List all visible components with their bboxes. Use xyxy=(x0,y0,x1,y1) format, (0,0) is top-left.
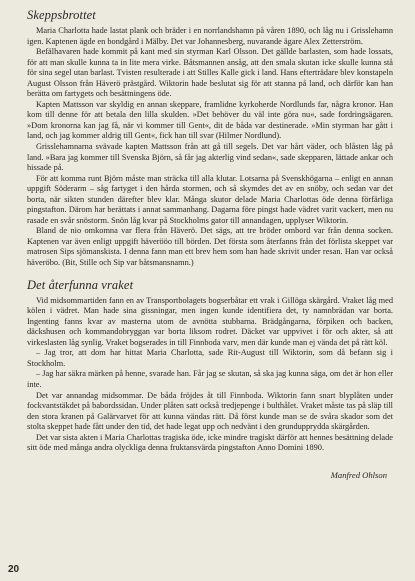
author-signature: Manfred Ohlson xyxy=(330,469,387,480)
section-heading-recovered-wreck: Det återfunna vraket xyxy=(27,277,134,292)
paragraph: Vid midsommartiden fann en av Transportbolagets bogserbåtar ett vrak i Gillöga skärgård. Vraket låg med kölen i vädret. Man hade sina gissningar, men ingen kunde identifiera det, ty namnbrädan var borta. Ingenting fanns kvar av masterna utom de avnötta stubbarna. Brädgångarna, förpiken och backen, däckshusen och kommandobryggan var borta liksom rodret. Däcket var uppvivet i för och akter, så att virkeslasten låg synlig. Vraket bogserades in till Finnboda varv, men där kunde man ej vända det på rätt köl. xyxy=(27,295,393,347)
paragraph: Maria Charlotta hade lastat plank och bräder i en norrlandshamn på våren 1890, och låg nu i Grisslehamn igen. Kaptenen ägde en bondgård i Mälby. Det var Johannesberg, nuvarande ägare Alex Zetterström. xyxy=(27,26,393,46)
section-body-recovered-wreck xyxy=(27,296,393,454)
page-number: 20 xyxy=(8,564,20,575)
paragraph: Befälhavaren hade kommit på kant med sin styrman Karl Olsson. Det gällde barlasten, som hade lossats, för att man skulle kunna ta in lite mera virke. Båtsmannen ansåg, att den smala skutan icke skulle kunna stå för sina segel utan barlast. Tvisten resulterade i att Stilles Kalle gick i land. Hans efterträdare blev konstapeln August Olsson från Häverö prästgård. Wiktorin hade beslutat sig för att stanna på land, och därför kan han berätta om fartygets och besättningens öde. xyxy=(27,47,393,99)
paragraph: Det var annandag midsommar. De båda fröjdes åt till Finnboda. Wiktorin fann snart blyplåten under fockvantstäkdet på babordssidan. Under plåten satt också tredjepenge i bulthålet. Vraket måste tas på släp till den stora kranen på Galärvarvet för att kunna vändas rätt. Då först kunde man se de svåra skador som det stolta skeppet hade fått under den tid, det hade legat upp och nedvänt i den grundupprydda skärgården. xyxy=(27,390,393,432)
section-heading-shipwreck: Skeppsbrottet xyxy=(27,8,96,22)
paragraph: – Jag tror, att dom har hittat Maria Charlotta, sade Rit-August till Wiktorin, som då befann sig i Stockholm. xyxy=(27,348,393,368)
paragraph: Kapten Mattsson var skyldig en annan skeppare, framlidne kyrkoherde Nordlunds far, några kronor. Han kom till denne för att betala den lilla skulden. »Det behöver du väl inte göra nu«, sade fordringsägaren. »Dom kronorna kan jag få, när vi kommer till Gent«, dit de båda var destinerade. »Min styrman har gått i land, och jag kommer aldrig till Gent«, fick han till svar (Hilmer Nordlund). xyxy=(27,99,393,141)
paragraph: Det var sista akten i Maria Charlottas tragiska öde, icke mindre tragiskt därför att hennes besättning delade sitt öde med många andra olyckliga denna fruktansvärda pingstafton Anno Domini 1890. xyxy=(27,432,393,453)
section-body-shipwreck xyxy=(27,26,393,269)
paragraph: Grisslehamnarna svävade kapten Mattsson från att gå till segels. Det var hårt väder, och blåsten låg på land. »Bara jag kommer till Svenska Björn, så får jag akterlig vind sedan«, sade skepparen, lättade ankar och hissade på. xyxy=(27,142,393,173)
paragraph: Bland de nio omkomna var flera från Häverö. Det sägs, att tre bröder ombord var från denna socken. Kaptenen var även enligt uppgift häverööo till börden. Det första som återfanns från det förlista skeppet var matrosen Sips sjömanskista. I denna fann man ett brev hem som han hade skrivit under resan. Han var också häveröbo. (Bit, Stille och Sip var båtsmansnamn.) xyxy=(27,226,393,268)
paragraph: – Jag har säkra märken på henne, svarade han. Får jag se skutan, så ska jag kunna säga, om det är hon eller inte. xyxy=(27,369,393,389)
paragraph: För att komma runt Björn måste man sträcka till alla klutar. Lotsarna på Svenskhögarna – enligt en annan uppgift Söderarm – såg fartyget i den hårda stormen, och så skymdes det av en snöby, och sedan var det borta, när sikten stunden därefter blev klar. Många skutor delade Maria Charlottas öde denna förfärliga pingstafton. Därom har berättats i annat sammanhang. Dagarna före pingst hade vädret varit vackert, men nu rasade en svår snöstorm. Snön låg kvar på Stockholms gator till annandagen, upplyser Wiktorin. xyxy=(27,173,393,225)
